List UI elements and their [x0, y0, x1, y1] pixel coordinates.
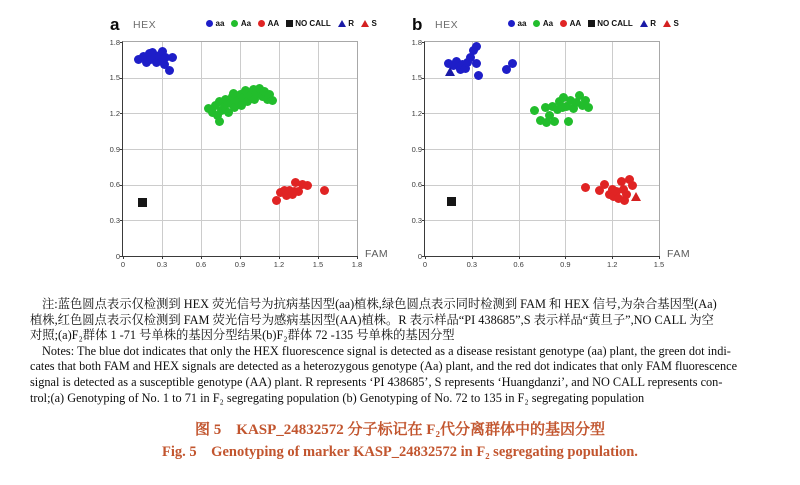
- data-point-AA: [581, 183, 590, 192]
- y-tick-mark: [120, 185, 123, 186]
- legend-label: Aa: [240, 19, 252, 28]
- y-tick-label: 0.9: [411, 144, 422, 154]
- legend-item: [286, 19, 331, 28]
- data-point-aa: [472, 59, 481, 68]
- legend-label: aa: [517, 19, 527, 28]
- x-tick-mark: [162, 256, 163, 259]
- caption-en: Fig. 5 Genotyping of marker KASP_24832572 in F₂ segregating population.: [162, 444, 638, 460]
- legend-item: [640, 19, 656, 28]
- x-tick-label: 1.2: [273, 260, 285, 269]
- legend-item: [588, 19, 633, 28]
- data-point-Aa: [229, 89, 238, 98]
- y-tick-mark: [120, 220, 123, 221]
- data-point-Aa: [584, 103, 593, 112]
- x-tick-label: 0: [422, 260, 428, 269]
- legend-label: AA: [569, 19, 582, 28]
- x-tick-label: 0.9: [560, 260, 571, 269]
- data-point-AA: [320, 186, 329, 195]
- x-tick-label: 0: [120, 260, 126, 269]
- legend-item: [533, 19, 553, 28]
- y-tick-label: 1.2: [411, 108, 422, 118]
- legend-item: [258, 19, 279, 28]
- data-point-AA: [628, 181, 637, 190]
- data-point-R: [445, 67, 455, 76]
- plot-legend: [206, 19, 377, 28]
- x-tick-label: 0.9: [234, 260, 246, 269]
- x-tick-mark: [659, 256, 660, 259]
- x-tick-mark: [240, 256, 241, 259]
- x-tick-mark: [123, 256, 124, 259]
- y-tick-label: 0.3: [109, 215, 120, 225]
- legend-item: [231, 19, 251, 28]
- panel-letter: b: [412, 15, 423, 34]
- y-tick-mark: [120, 42, 123, 43]
- data-point-AA: [303, 181, 312, 190]
- legend-item: [338, 19, 354, 28]
- triangle-marker-icon: [640, 20, 648, 27]
- note-line-zh-3: 对照;(a)F₂群体 1 -71 号单株的基因分型结果(b)F₂群体 72 -135 号单株的基因分型: [30, 328, 455, 343]
- x-tick-label: 0.6: [513, 260, 524, 269]
- grid-line: [425, 113, 659, 114]
- grid-line: [425, 220, 659, 221]
- grid-line: [425, 78, 659, 79]
- circle-marker-icon: [508, 20, 515, 27]
- note-line-zh-2: 植株,红色圆点表示仅检测到 FAM 荧光信号为感病基因型(AA)植株。R 表示样品“PI 438685”,S 表示样品“黄旦子”,NO CALL 为空: [30, 312, 714, 327]
- note-line-zh-1: 注:蓝色圆点表示仅检测到 HEX 荧光信号为抗病基因型(aa)植株,绿色圆点表示同时检测到 FAM 和 HEX 信号,为杂合基因型(Aa): [42, 297, 717, 311]
- y-tick-label: 0: [115, 251, 120, 261]
- y-tick-mark: [120, 256, 123, 257]
- x-axis-label: FAM: [365, 248, 389, 260]
- data-point-AA: [620, 196, 629, 205]
- circle-marker-icon: [231, 20, 238, 27]
- plot-panel-a: [106, 16, 396, 292]
- legend-label: R: [348, 19, 355, 28]
- legend-label: NO CALL: [295, 19, 331, 28]
- circle-marker-icon: [533, 20, 540, 27]
- y-tick-label: 0.3: [411, 215, 422, 225]
- y-tick-mark: [120, 78, 123, 79]
- triangle-marker-icon: [663, 20, 671, 27]
- y-tick-mark: [422, 42, 425, 43]
- y-axis-label: HEX: [133, 19, 157, 31]
- grid-line: [123, 78, 357, 79]
- grid-line: [123, 113, 357, 114]
- data-point-S: [631, 192, 641, 201]
- legend-item: [206, 19, 224, 28]
- x-tick-label: 1.5: [312, 260, 324, 269]
- legend-item: [361, 19, 377, 28]
- x-tick-label: 1.8: [351, 260, 363, 269]
- y-tick-mark: [422, 113, 425, 114]
- data-point-aa: [472, 42, 481, 51]
- data-point-aa: [168, 53, 177, 62]
- y-tick-label: 0: [417, 251, 422, 261]
- y-tick-label: 1.8: [411, 37, 422, 47]
- note-line-en-1: Notes: The blue dot indicates that only the HEX fluorescence signal is detected as a disease resistant genotype (aa) plant, the green dot indi-: [42, 343, 731, 358]
- data-point-Aa: [268, 96, 277, 105]
- x-tick-label: 0.3: [466, 260, 478, 269]
- y-tick-label: 1.5: [109, 73, 120, 83]
- x-tick-label: 0.3: [156, 260, 168, 269]
- circle-marker-icon: [258, 20, 265, 27]
- plot-legend: [508, 19, 679, 28]
- y-tick-label: 1.8: [109, 37, 120, 47]
- data-point-aa: [474, 71, 483, 80]
- caption-zh: 图 5 KASP_24832572 分子标记在 F₂代分离群体中的基因分型: [195, 422, 605, 438]
- plot-panel-b: [408, 16, 698, 292]
- legend-label: S: [673, 19, 679, 28]
- x-tick-mark: [565, 256, 566, 259]
- y-tick-label: 1.2: [109, 108, 120, 118]
- legend-item: [560, 19, 581, 28]
- legend-label: R: [650, 19, 657, 28]
- square-marker-icon: [286, 20, 293, 27]
- x-tick-mark: [612, 256, 613, 259]
- x-tick-label: 1.5: [653, 260, 665, 269]
- x-axis-label: FAM: [667, 248, 691, 260]
- data-point-aa: [165, 66, 174, 75]
- y-tick-mark: [120, 113, 123, 114]
- data-point-no-call: [138, 198, 147, 207]
- y-tick-label: 1.5: [411, 73, 422, 83]
- legend-label: S: [371, 19, 377, 28]
- plots-row: [106, 16, 698, 292]
- note-line-en-4: trol;(a) Genotyping of No. 1 to 71 in F₂ segregating population (b) Genotyping of No. 72 to 135 in F₂ segregating population: [30, 390, 645, 405]
- plot-area: [109, 37, 389, 269]
- y-tick-mark: [422, 256, 425, 257]
- y-tick-mark: [120, 149, 123, 150]
- legend-label: NO CALL: [597, 19, 633, 28]
- grid-line: [425, 149, 659, 150]
- note-line-en-2: cates that both FAM and HEX signals are detected as a heterozygous genotype (Aa) plant, and the red dot indicates that only FAM fluorescence: [30, 359, 738, 374]
- x-tick-mark: [472, 256, 473, 259]
- x-tick-label: 1.2: [606, 260, 618, 269]
- x-tick-mark: [357, 256, 358, 259]
- data-point-Aa: [215, 117, 224, 126]
- square-marker-icon: [588, 20, 595, 27]
- legend-label: aa: [215, 19, 225, 28]
- data-point-aa: [508, 59, 517, 68]
- y-tick-label: 0.6: [109, 180, 120, 190]
- x-tick-mark: [279, 256, 280, 259]
- data-point-Aa: [564, 117, 573, 126]
- y-tick-mark: [422, 220, 425, 221]
- notes-block: [30, 297, 772, 406]
- x-tick-mark: [318, 256, 319, 259]
- x-tick-mark: [519, 256, 520, 259]
- y-tick-label: 0.9: [109, 144, 120, 154]
- plot-area: [411, 37, 691, 269]
- circle-marker-icon: [206, 20, 213, 27]
- legend-item: [508, 19, 526, 28]
- data-point-Aa: [550, 117, 559, 126]
- y-tick-mark: [422, 185, 425, 186]
- figure-caption: [0, 419, 800, 463]
- x-tick-mark: [201, 256, 202, 259]
- legend-item: [663, 19, 679, 28]
- y-axis-label: HEX: [435, 19, 459, 31]
- data-point-no-call: [447, 197, 456, 206]
- grid-line: [123, 220, 357, 221]
- triangle-marker-icon: [361, 20, 369, 27]
- x-tick-label: 0.6: [195, 260, 207, 269]
- note-line-en-3: signal is detected as a susceptible genotype (AA) plant. R represents ‘PI 438685’, S represents ‘Huangdanzi’, and NO CALL represents con-: [30, 374, 723, 389]
- triangle-marker-icon: [338, 20, 346, 27]
- legend-label: Aa: [542, 19, 554, 28]
- panel-letter: a: [110, 15, 120, 34]
- y-tick-mark: [422, 78, 425, 79]
- x-tick-mark: [425, 256, 426, 259]
- y-tick-mark: [422, 149, 425, 150]
- grid-line: [123, 149, 357, 150]
- legend-label: AA: [267, 19, 280, 28]
- circle-marker-icon: [560, 20, 567, 27]
- y-tick-label: 0.6: [411, 180, 422, 190]
